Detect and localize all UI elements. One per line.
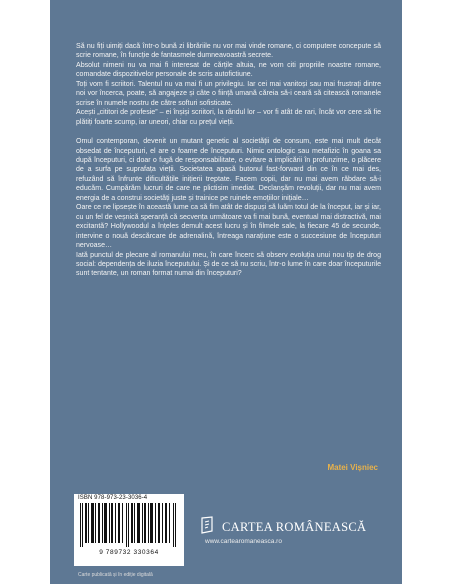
publisher-name: CARTEA ROMÂNEASCĂ (222, 520, 367, 534)
publisher-website: www.cartearomaneasca.ro (205, 538, 282, 545)
isbn-label: ISBN 978-973-23-3036-4 (78, 495, 148, 501)
isbn-barcode-box (74, 494, 184, 566)
barcode-icon (78, 503, 180, 547)
blurb-paragraph: Iată punctul de plecare al romanului meu, în care încerc să observ evoluția unui nou tip de drog social: dependența de iluzia începutului. Și de ce să nu scriu, într-o lume în care doar începuturile sunt tentante, un roman format numai din începuturi? (76, 251, 381, 278)
blurb-text (76, 42, 381, 279)
blurb-paragraph: Omul contemporan, devenit un mutant genetic al societății de consum, este mai mult decât obsedat de începuturi, el are o foame de începuturi. Nimic ontologic sau metafizic în goana sa după începuturi, ci doar o fugă de responsabilitate, o evitare a implicării în profunzime, o plăcere de a surfa pe suprafața vieții. Societatea apasă butonul fast-forward din ce în ce mai des, refuzând să înfrunte dificultățile inițierii treptate. Facem copii, dar nu mai avem răbdare să-i educăm. Cumpărăm lucruri de care ne plictisim imediat. Declanșăm revoluții, dar nu mai avem energia de a construi societăți juste și trainice pe ruinele emoțiilor inițiale… (76, 138, 381, 202)
book-back-cover (50, 0, 402, 584)
paragraph-gap (76, 127, 381, 137)
blurb-paragraph: Acești „cititori de profesie” – ei înșiși scriitori, la rândul lor – vor fi atât de rari, încât vor cere să fie plătiți foarte scump, iar uneori, chiar cu prețul vieții. (76, 109, 381, 126)
digital-edition-note: Carte publicată și în ediție digitală (78, 572, 153, 578)
publisher-logo-icon (200, 516, 216, 534)
author-name: Matei Vișniec (327, 463, 378, 472)
blurb-paragraph: Toți vom fi scriitori. Talentul nu va mai fi un privilegiu. Iar cei mai vanitoși sau mai frustrați dintre noi vor încerca, poate, să angajeze și câte o ființă umană căreia să-i ceară să citească romanele scrise în numele nostru de către softuri sofisticate. (76, 80, 381, 107)
isbn-digits: 9 789732 330364 (99, 549, 159, 556)
blurb-paragraph: Absolut nimeni nu va mai fi interesat de cărțile altuia, ne vom citi propriile noastre romane, comandate dispozitivelor personale de scris autofictiune. (76, 61, 381, 79)
blurb-paragraph: Oare ce ne lipsește în această lume ca să fim atât de dispuși să luăm totul de la început, iar și iar, cu un fel de veșnică speranță că secvența următoare va fi mai bună, eventual mai distractivă, mai excitantă? Hollywoodul a înțeles demult acest lucru și în filmele sale, la fiecare 45 de secunde, intervine o nouă descărcare de adrenalină, întreaga narațiune este o succesiune de începuturi nervoase… (76, 204, 381, 250)
blurb-paragraph: Să nu fiți uimiți dacă într-o bună zi librăriile nu vor mai vinde romane, ci computere concepute să scrie romane, în funcție de fantasmele dumneavoastră secrete. (76, 43, 381, 60)
